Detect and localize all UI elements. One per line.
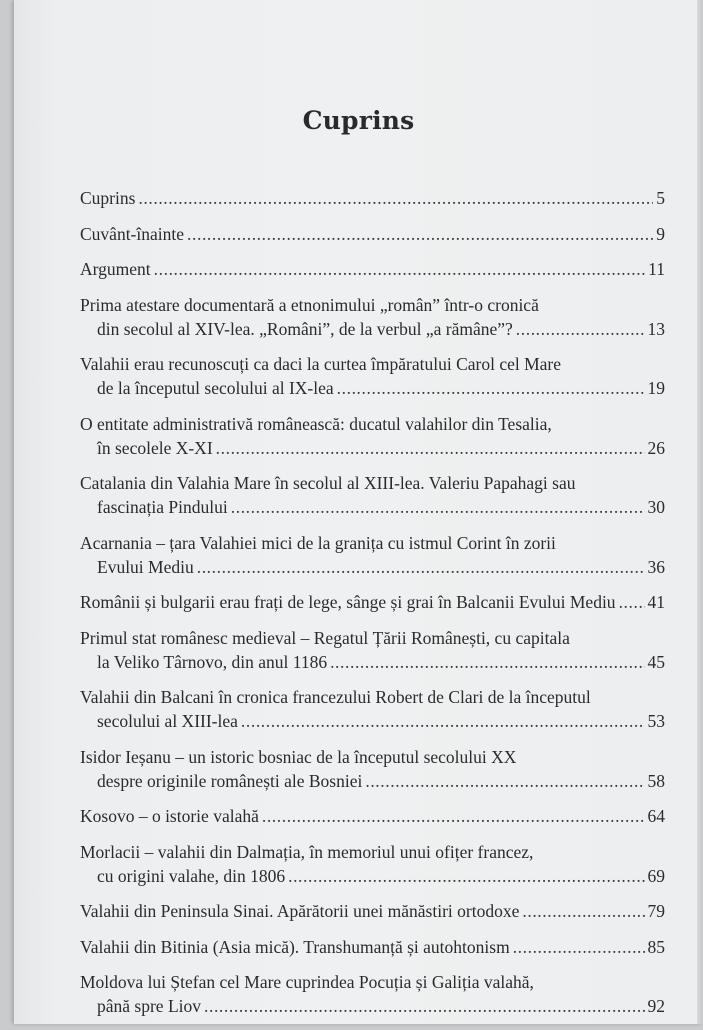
toc-entry-title-line: Kosovo – o istorie valahă <box>80 806 259 826</box>
dot-leader <box>365 769 644 793</box>
toc-entry-title-line: Primul stat românesc medieval – Regatul Țării Românești, cu capitala <box>80 627 570 648</box>
toc-entry-title-line: Valahii din Peninsula Sinai. Apărătorii unei mănăstiri ortodoxe <box>80 901 520 921</box>
toc-entry-final-line <box>80 376 665 400</box>
toc-page-number: 13 <box>647 318 665 339</box>
toc-entry-final-line <box>80 804 665 828</box>
toc-page-number: 64 <box>647 806 665 826</box>
toc-entry-title-line: în secolele X-XI <box>97 437 213 458</box>
toc-entry <box>80 840 665 888</box>
toc-entry-title-line: Cuprins <box>80 188 136 208</box>
dot-leader <box>231 495 645 519</box>
toc-entry-final-line <box>80 864 665 888</box>
book-page <box>14 0 703 1024</box>
toc-entry-title-line: Acarnania – țara Valahiei mici de la granița cu istmul Corint în zorii <box>80 532 556 553</box>
toc-page-number: 30 <box>647 497 665 517</box>
toc-entry-final-line <box>80 590 665 614</box>
dot-leader <box>262 804 645 828</box>
toc-entry-title-line: secolului al XIII-lea <box>97 711 238 731</box>
toc-entry <box>80 222 665 246</box>
toc-page-number: 45 <box>647 651 665 672</box>
toc-entry-title-line: Românii și bulgarii erau frați de lege, sânge și grai în Balcanii Evului Mediu <box>80 592 616 612</box>
toc-entry-title-line: despre originile românești ale Bosniei <box>97 770 363 791</box>
toc-page-number: 5 <box>656 188 665 208</box>
dot-leader <box>330 650 644 674</box>
toc-entry <box>80 471 665 519</box>
toc-entry-final-line <box>80 222 665 246</box>
toc-entry-title-line: O entitate administrativă românească: ducatul valahilor din Tesalia, <box>80 413 552 434</box>
toc-entry <box>80 970 665 1018</box>
toc-entry-title-line: Evului Mediu <box>97 556 194 577</box>
dot-leader <box>337 376 645 400</box>
toc-page-number: 79 <box>647 901 665 921</box>
toc-page-number: 85 <box>647 936 665 957</box>
toc-entry-final-line <box>80 257 665 281</box>
toc-entry-title-line: Valahii din Balcani în cronica francezului Robert de Clari de la începutul <box>80 687 591 707</box>
toc-entry-title-line: Argument <box>80 259 151 279</box>
dot-leader <box>197 555 645 579</box>
toc-entry-final-line <box>80 899 665 923</box>
toc-entry-final-line <box>80 317 665 341</box>
toc-entry-final-line <box>80 650 665 674</box>
toc-entry-final-line <box>80 709 665 733</box>
toc-entry-final-line <box>80 555 665 579</box>
toc-entry <box>80 685 665 733</box>
toc-entry <box>80 590 665 614</box>
toc-page-number: 41 <box>647 592 665 612</box>
toc-entry-title-line: din secolul al XIV-lea. „Români”, de la verbul „a rămâne”? <box>97 318 513 339</box>
toc-entry <box>80 352 665 400</box>
toc-entry-title-line: până spre Liov <box>97 996 201 1016</box>
toc-page-number: 58 <box>647 770 665 791</box>
toc-page-number: 36 <box>647 556 665 577</box>
dot-leader <box>619 590 645 614</box>
toc-entry-title-line: la Veliko Târnovo, din anul 1186 <box>97 651 328 672</box>
toc-entry-title-line: de la începutul secolului al IX-lea <box>97 378 334 398</box>
dot-leader <box>288 864 644 888</box>
toc-entry-final-line <box>80 186 665 210</box>
toc-page-number: 11 <box>648 259 665 279</box>
dot-leader <box>138 186 653 210</box>
toc-entry-title-line: Prima atestare documentară a etnonimului „român” într-o cronică <box>80 294 539 315</box>
toc-entry-title-line: Isidor Ieșanu – un istoric bosniac de la începutul secolului XX <box>80 746 517 767</box>
dot-leader <box>216 436 645 460</box>
toc-page-number: 9 <box>656 223 665 244</box>
dot-leader <box>187 222 653 246</box>
dot-leader <box>516 317 645 341</box>
toc-entry-title-line: Valahii din Bitinia (Asia mică). Transhumanță și autohtonism <box>80 936 510 957</box>
toc-page-number: 26 <box>647 437 665 458</box>
toc-entry-title-line: Moldova lui Ștefan cel Mare cuprindea Pocuția și Galiția valahă, <box>80 972 534 992</box>
table-of-contents <box>80 186 665 1030</box>
toc-entry-final-line <box>80 769 665 793</box>
dot-leader <box>522 899 644 923</box>
toc-entry <box>80 186 665 210</box>
toc-entry-final-line <box>80 994 665 1018</box>
page-title: Cuprins <box>302 106 415 135</box>
toc-entry-title-line: Morlacii – valahii din Dalmația, în memoriul unui ofițer francez, <box>80 841 534 862</box>
toc-entry <box>80 293 665 341</box>
toc-entry-title-line: Cuvânt-înainte <box>80 223 185 244</box>
toc-entry <box>80 257 665 281</box>
page-edge <box>697 0 703 1024</box>
toc-entry <box>80 412 665 460</box>
toc-page-number: 69 <box>647 865 665 886</box>
dot-leader <box>204 994 645 1018</box>
toc-entry <box>80 935 665 959</box>
toc-entry-final-line <box>80 436 665 460</box>
toc-entry <box>80 626 665 674</box>
toc-entry <box>80 804 665 828</box>
toc-entry <box>80 531 665 579</box>
toc-entry-title-line: cu origini valahe, din 1806 <box>97 865 286 886</box>
toc-page-number: 92 <box>647 996 665 1016</box>
toc-entry-title-line: Catalania din Valahia Mare în secolul al XIII-lea. Valeriu Papahagi sau <box>80 473 576 493</box>
toc-page-number: 19 <box>647 378 665 398</box>
toc-entry <box>80 899 665 923</box>
toc-entry-title-line: fascinația Pindului <box>97 497 228 517</box>
dot-leader <box>154 257 645 281</box>
dot-leader <box>513 935 645 959</box>
toc-entry-final-line <box>80 935 665 959</box>
toc-entry <box>80 745 665 793</box>
toc-entry-title-line: Valahii erau recunoscuți ca daci la curtea împăratului Carol cel Mare <box>80 354 562 374</box>
toc-page-number: 53 <box>647 711 665 731</box>
dot-leader <box>241 709 645 733</box>
toc-entry-final-line <box>80 495 665 519</box>
